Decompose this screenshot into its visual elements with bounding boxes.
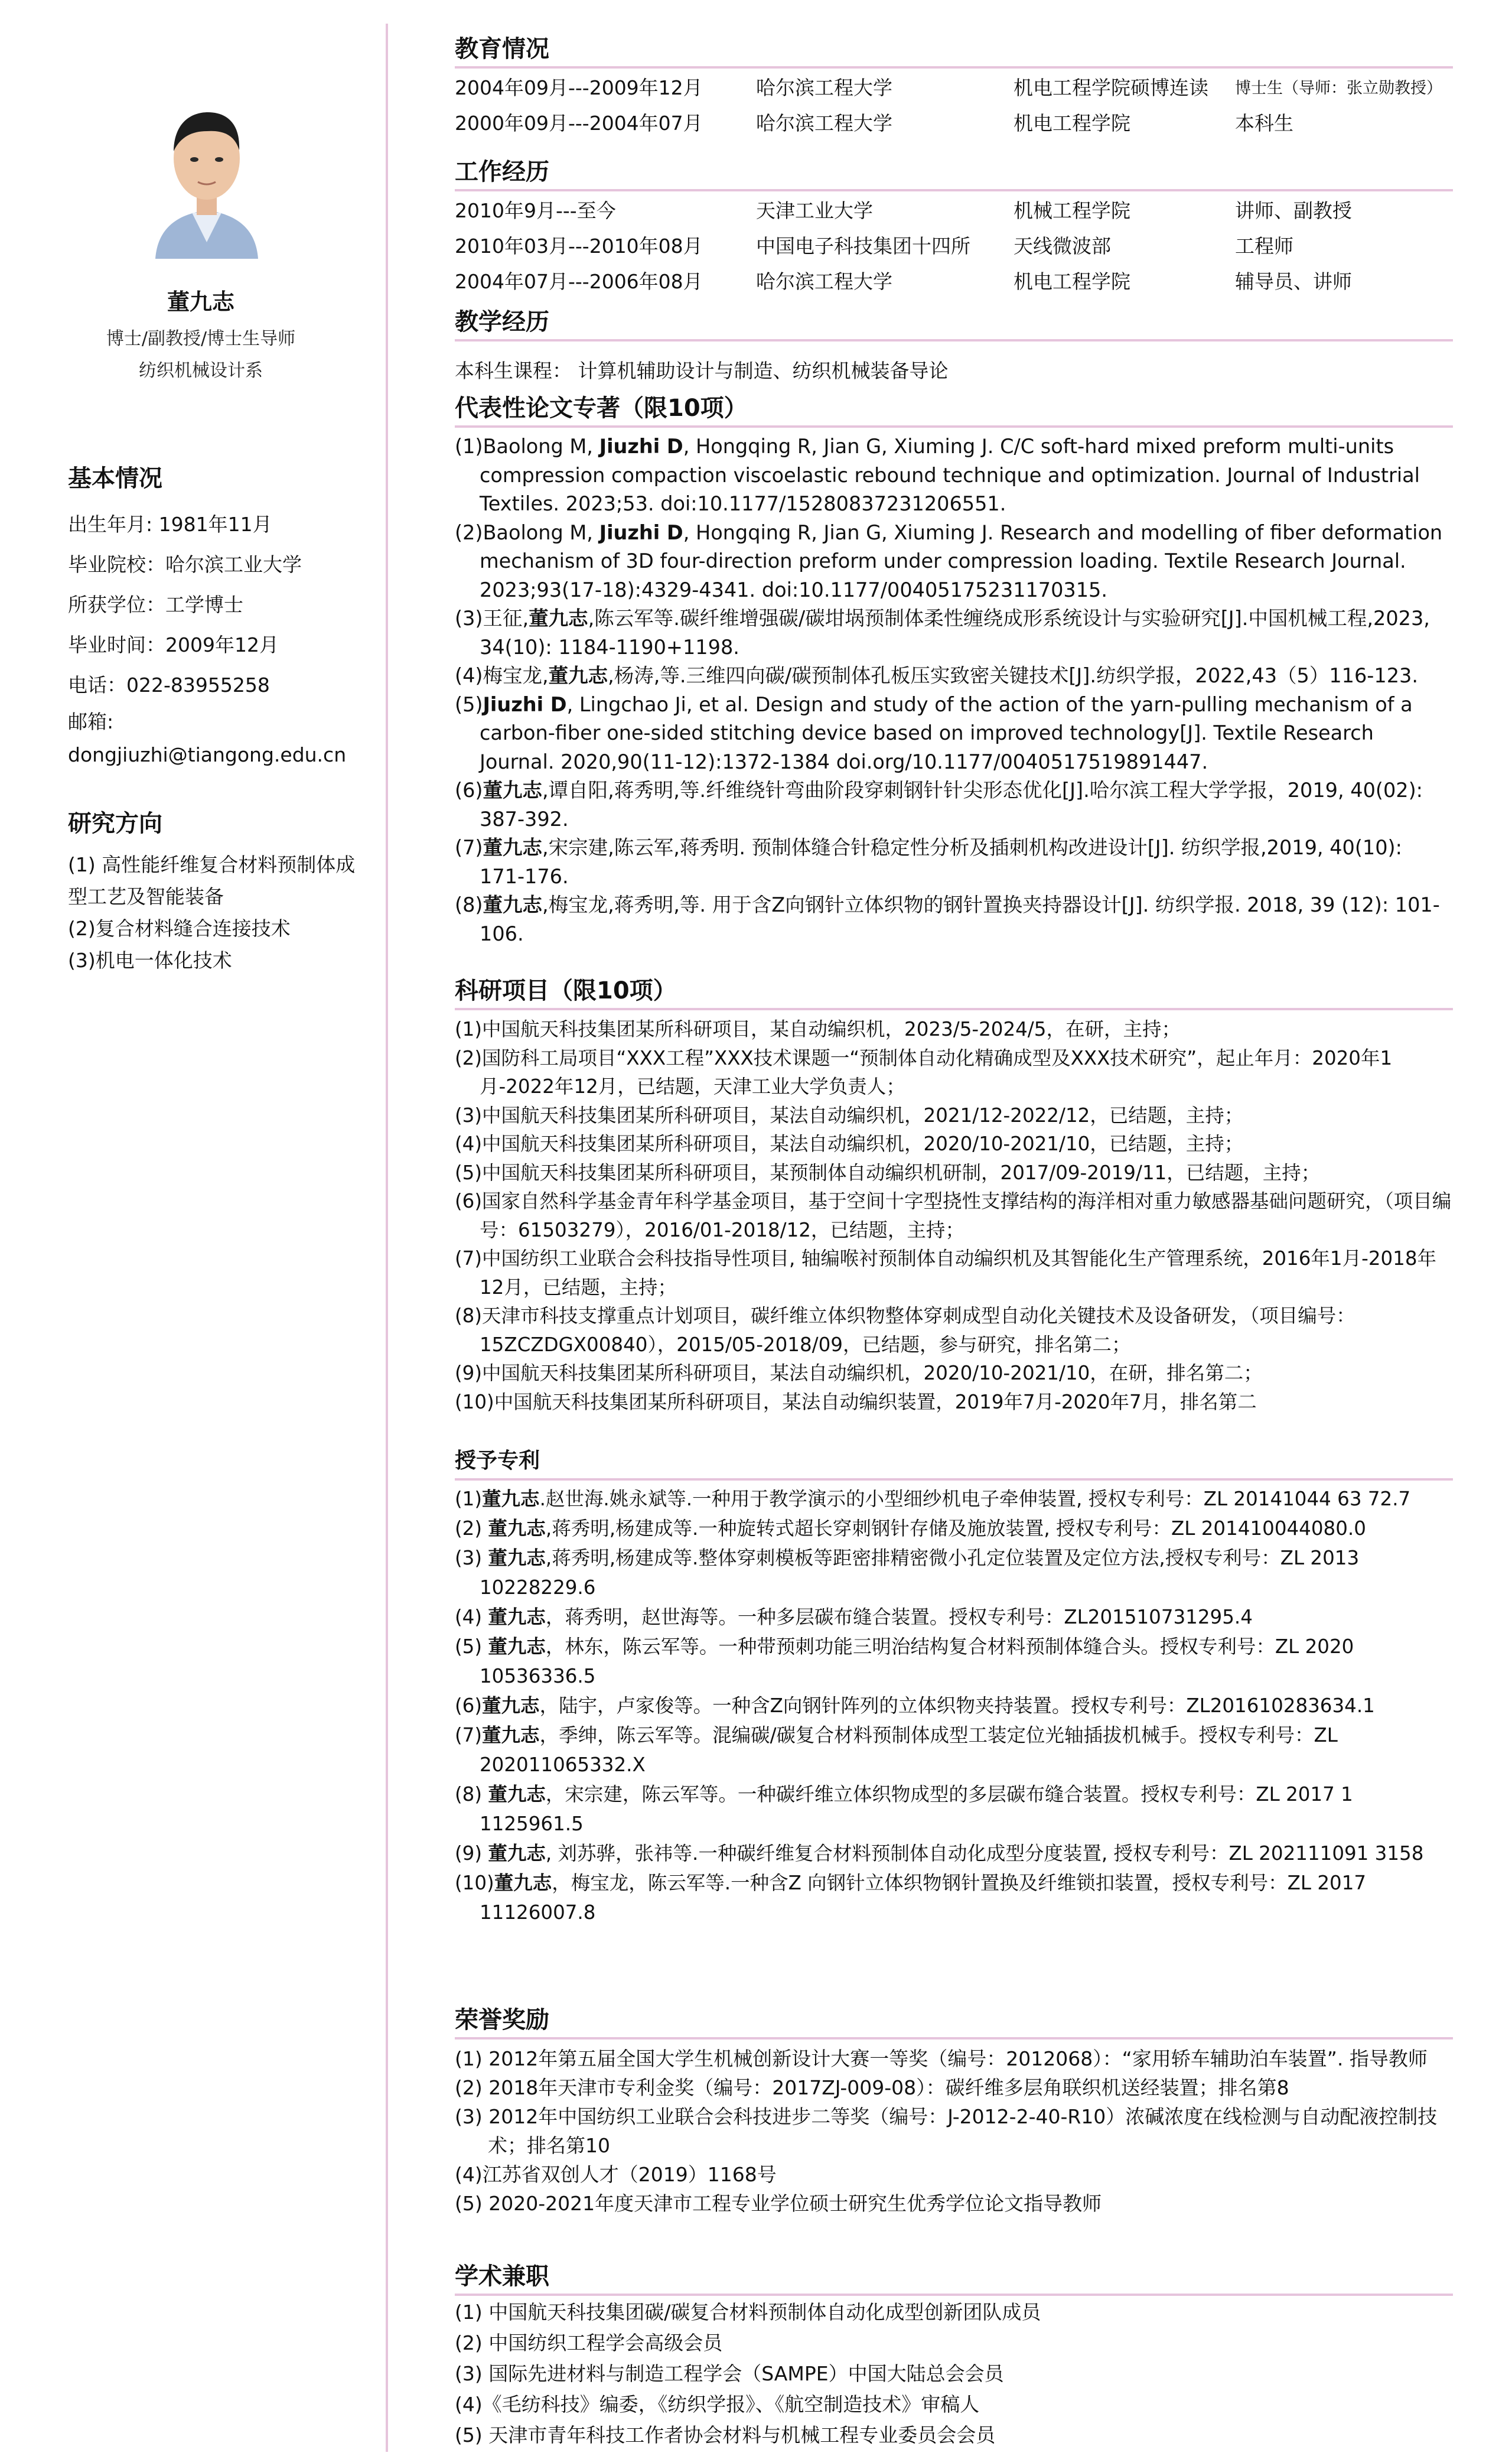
paper-text: (1)Baolong M, bbox=[455, 435, 599, 458]
author-highlight: Jiuzhi D bbox=[483, 692, 567, 716]
paper-text: ,宋宗建,陈云军,蒋秀明. 预制体缝合针稳定性分析及插刺机构改进设计[J]. 纺织学报,2019, 40(10): 171-176. bbox=[480, 836, 1402, 888]
section-rule bbox=[455, 2037, 1453, 2039]
education-table bbox=[455, 69, 1442, 139]
education-section bbox=[455, 33, 1453, 139]
patent-text: , 刘苏骅，张祎等.一种碳纤维复合材料预制体自动化成型分度装置, 授权专利号：ZL 202111091 3158 bbox=[545, 1842, 1424, 1865]
work-period: 2010年03月---2010年08月 bbox=[455, 234, 703, 258]
author-highlight: 董九志 bbox=[529, 607, 588, 630]
author-highlight: 董九志 bbox=[488, 1635, 546, 1658]
patent-text: (2) bbox=[455, 1517, 488, 1540]
work-position: 辅导员、讲师 bbox=[1235, 269, 1352, 293]
edu-school: 哈尔滨工程大学 bbox=[756, 76, 892, 99]
work-table bbox=[455, 191, 1352, 298]
list-item bbox=[455, 1543, 1453, 1602]
list-item: (7)中国纺织工业联合会科技指导性项目, 轴编喉衬预制体自动编织机及其智能化生产管理系统，2016年1月-2018年12月，已结题，主持； bbox=[455, 1247, 1437, 1299]
basic-info-email-label: 邮箱: bbox=[68, 710, 114, 733]
patent-text: ，宋宗建，陈云军等。一种碳纤维立体织物成型的多层碳布缝合装置。授权专利号：ZL 2017 1 1125961.5 bbox=[480, 1783, 1353, 1835]
teaching-section bbox=[455, 306, 1453, 385]
author-highlight: 董九志 bbox=[482, 1724, 540, 1746]
patents-heading: 授予专利 bbox=[455, 1449, 540, 1473]
teaching-courses: 本科生课程： 计算机辅助设计与制造、纺织机械装备导论 bbox=[455, 359, 949, 382]
work-employer: 哈尔滨工程大学 bbox=[756, 269, 892, 293]
patent-text: (10) bbox=[455, 1872, 494, 1894]
work-section bbox=[455, 156, 1453, 298]
paper-text: (2)Baolong M, bbox=[455, 521, 599, 544]
list-item: (10)中国航天科技集团某所科研项目，某法自动编织装置，2019年7月-2020年7月，排名第二 bbox=[455, 1390, 1257, 1413]
patent-text: (7) bbox=[455, 1724, 483, 1746]
author-highlight: 董九志 bbox=[488, 1606, 546, 1628]
positions-section bbox=[455, 2260, 1453, 2451]
list-item bbox=[455, 1839, 1453, 1868]
list-item: (2) 2018年天津市专利金奖（编号：2017ZJ-009-08）：碳纤维多层角联织机送经装置；排名第8 bbox=[455, 2076, 1289, 2099]
work-department: 天线微波部 bbox=[1014, 234, 1111, 258]
work-position: 讲师、副教授 bbox=[1235, 199, 1352, 222]
patent-text: (3) bbox=[455, 1547, 488, 1569]
basic-info-birth: 出生年月: 1981年11月 bbox=[68, 513, 272, 536]
author-highlight: 董九志 bbox=[482, 1488, 540, 1510]
column-divider bbox=[386, 24, 388, 2452]
list-item bbox=[455, 604, 1453, 662]
list-item bbox=[455, 1484, 1453, 1514]
paper-text: (6) bbox=[455, 779, 483, 802]
author-highlight: 董九志 bbox=[488, 1783, 546, 1806]
list-item: (4)江苏省双创人才（2019）1168号 bbox=[455, 2163, 777, 2186]
sidebar bbox=[0, 0, 384, 2456]
paper-text: (7) bbox=[455, 836, 483, 859]
research-item-2: (2)复合材料缝合连接技术 bbox=[68, 917, 291, 940]
research-heading: 研究方向 bbox=[68, 810, 162, 837]
positions-list bbox=[455, 2297, 1453, 2451]
basic-info-heading: 基本情况 bbox=[68, 465, 162, 492]
patent-text: (8) bbox=[455, 1783, 488, 1806]
person-department: 纺织机械设计系 bbox=[139, 360, 263, 381]
list-item: (5) 天津市青年科技工作者协会材料与机械工程专业委员会会员 bbox=[455, 2424, 996, 2447]
edu-period: 2000年09月---2004年07月 bbox=[455, 111, 703, 135]
table-row bbox=[455, 69, 1442, 104]
list-item: (3) 国际先进材料与制造工程学会（SAMPE）中国大陆总会会员 bbox=[455, 2362, 1004, 2385]
list-item bbox=[455, 891, 1453, 948]
table-row bbox=[455, 227, 1352, 262]
paper-text: , Hongqing R, Jian G, Xiuming J. C/C soft-hard mixed preform multi-units compression compaction viscoelastic rebound technique and optimization. Journal of Industrial Textiles. 2023;53. doi:10.1177/15280837231206551. bbox=[480, 435, 1420, 515]
work-period: 2004年07月---2006年08月 bbox=[455, 269, 703, 293]
author-highlight: 董九志 bbox=[482, 1694, 540, 1717]
list-item bbox=[455, 1720, 1453, 1780]
list-item bbox=[455, 776, 1453, 834]
section-rule bbox=[455, 339, 1453, 341]
papers-section bbox=[455, 392, 1453, 948]
table-row bbox=[455, 104, 1442, 139]
patent-text: ，季绅，陈云军等。混编碳/碳复合材料预制体成型工装定位光轴插拔机械手。授权专利号：ZL 202011065332.X bbox=[480, 1724, 1338, 1776]
work-position: 工程师 bbox=[1235, 234, 1293, 258]
list-item bbox=[455, 1632, 1453, 1691]
list-item bbox=[455, 519, 1453, 605]
profile-photo bbox=[145, 87, 269, 259]
table-row bbox=[455, 262, 1352, 298]
patent-text: ，蒋秀明，赵世海等。一种多层碳布缝合装置。授权专利号：ZL201510731295.4 bbox=[545, 1606, 1253, 1628]
section-rule bbox=[455, 1008, 1453, 1010]
author-highlight: 董九志 bbox=[488, 1547, 546, 1569]
list-item: (2)国防科工局项目“XXX工程”XXX技术课题一“预制体自动化精确成型及XXX技术研究”，起止年月：2020年1月-2022年12月，已结题，天津工业大学负责人； bbox=[455, 1046, 1393, 1098]
patent-text: ,蒋秀明,杨建成等.一种旋转式超长穿刺钢针存储及施放装置, 授权专利号：ZL 201410044080.0 bbox=[545, 1517, 1366, 1540]
paper-text: (4)梅宝龙, bbox=[455, 664, 549, 687]
positions-heading: 学术兼职 bbox=[455, 2263, 549, 2290]
paper-text: (8) bbox=[455, 893, 483, 916]
projects-heading: 科研项目（限10项） bbox=[455, 977, 677, 1004]
awards-list bbox=[455, 2044, 1453, 2218]
research-item-3: (3)机电一体化技术 bbox=[68, 949, 232, 972]
paper-text: ,杨涛,等.三维四向碳/碳预制体孔板压实致密关键技术[J].纺织学报，2022,43（5）116-123. bbox=[608, 664, 1418, 687]
projects-section bbox=[455, 975, 1453, 1416]
patents-list bbox=[455, 1484, 1453, 1927]
paper-text: , Hongqing R, Jian G, Xiuming J. Research and modelling of fiber deformation mechanism of 3D four-direction preform under compression loading. Textile Research Journal. 2023;93(17-18):4329-4341. doi:10.1177/00405175231170315. bbox=[480, 521, 1443, 601]
awards-heading: 荣誉奖励 bbox=[455, 2006, 549, 2034]
basic-info-email[interactable]: dongjiuzhi@tiangong.edu.cn bbox=[68, 743, 347, 766]
patent-text: (9) bbox=[455, 1842, 488, 1865]
list-item bbox=[455, 662, 1453, 691]
work-period: 2010年9月---至今 bbox=[455, 199, 616, 222]
teaching-heading: 教学经历 bbox=[455, 308, 549, 336]
edu-period: 2004年09月---2009年12月 bbox=[455, 76, 703, 99]
work-employer: 中国电子科技集团十四所 bbox=[756, 234, 970, 258]
person-name: 董九志 bbox=[167, 289, 234, 315]
section-rule bbox=[455, 2294, 1453, 2296]
edu-degree: 博士生（导师：张立勋教授） bbox=[1235, 79, 1442, 97]
patent-text: (1) bbox=[455, 1488, 483, 1510]
patent-text: (4) bbox=[455, 1606, 488, 1628]
paper-text: ,谭自阳,蒋秀明,等.纤维绕针弯曲阶段穿刺钢针针尖形态优化[J].哈尔滨工程大学学报，2019, 40(02): 387-392. bbox=[480, 779, 1423, 831]
list-item: (6)国家自然科学基金青年科学基金项目，基于空间十字型挠性支撑结构的海洋相对重力敏感器基础问题研究，（项目编号：61503279），2016/01-2018/12，已结题，主持； bbox=[455, 1190, 1452, 1241]
section-rule bbox=[455, 1478, 1453, 1481]
list-item bbox=[455, 1514, 1453, 1543]
list-item bbox=[455, 834, 1453, 891]
basic-info-school: 毕业院校：哈尔滨工业大学 bbox=[68, 553, 302, 576]
list-item: (3)中国航天科技集团某所科研项目，某法自动编织机，2021/12-2022/12，已结题，主持； bbox=[455, 1104, 1244, 1127]
patent-text: .赵世海.姚永斌等.一种用于教学演示的小型细纱机电子牵伸装置, 授权专利号：ZL 20141044 63 72.7 bbox=[539, 1488, 1411, 1510]
papers-list bbox=[455, 432, 1453, 948]
patent-text: (5) bbox=[455, 1635, 488, 1658]
edu-college: 机电工程学院硕博连读 bbox=[1014, 76, 1208, 99]
research-item-1: (1) 高性能纤维复合材料预制体成 bbox=[68, 853, 356, 876]
research-item-1-cont: 型工艺及智能装备 bbox=[68, 885, 224, 908]
author-highlight: 董九志 bbox=[483, 779, 542, 802]
edu-college: 机电工程学院 bbox=[1014, 111, 1130, 135]
list-item bbox=[455, 432, 1453, 519]
projects-list bbox=[455, 1015, 1453, 1416]
edu-school: 哈尔滨工程大学 bbox=[756, 111, 892, 135]
education-heading: 教育情况 bbox=[455, 35, 549, 63]
edu-degree: 本科生 bbox=[1235, 111, 1293, 135]
list-item: (4)《毛纺科技》编委，《纺织学报》、《航空制造技术》审稿人 bbox=[455, 2393, 980, 2416]
author-highlight: Jiuzhi D bbox=[599, 435, 683, 458]
list-item: (1) 2012年第五届全国大学生机械创新设计大赛一等奖（编号：2012068）：“家用轿车辅助泊车装置”. 指导教师 bbox=[455, 2047, 1428, 2070]
table-row bbox=[455, 191, 1352, 227]
list-item: (8)天津市科技支撑重点计划项目，碳纤维立体织物整体穿刺成型自动化关键技术及设备研发，（项目编号：15ZCZDGX00840），2015/05-2018/09，已结题，参与研究，排名第二； bbox=[455, 1305, 1355, 1356]
work-department: 机电工程学院 bbox=[1014, 269, 1130, 293]
author-highlight: 董九志 bbox=[483, 836, 542, 859]
section-rule bbox=[455, 425, 1453, 428]
list-item: (1) 中国航天科技集团碳/碳复合材料预制体自动化成型创新团队成员 bbox=[455, 2301, 1041, 2324]
list-item: (2) 中国纺织工程学会高级会员 bbox=[455, 2331, 723, 2354]
list-item: (4)中国航天科技集团某所科研项目，某法自动编织机，2020/10-2021/10，已结题，主持； bbox=[455, 1133, 1244, 1155]
patent-text: ，陆宇，卢家俊等。一种含Z向钢针阵列的立体织物夹持装置。授权专利号：ZL201610283634.1 bbox=[539, 1694, 1375, 1717]
paper-text: ,陈云军等.碳纤维增强碳/碳坩埚预制体柔性缠绕成形系统设计与实验研究[J].中国机械工程,2023, 34(10): 1184-1190+1198. bbox=[480, 607, 1430, 659]
work-heading: 工作经历 bbox=[455, 158, 549, 186]
patent-text: (6) bbox=[455, 1694, 483, 1717]
list-item bbox=[455, 1780, 1453, 1839]
list-item: (1)中国航天科技集团某所科研项目，某自动编织机，2023/5-2024/5，在研，主持； bbox=[455, 1018, 1181, 1040]
patent-text: ，梅宝龙，陈云军等.一种含Z 向钢针立体织物钢针置换及纤维锁扣装置，授权专利号：ZL 2017 11126007.8 bbox=[480, 1872, 1367, 1924]
author-highlight: 董九志 bbox=[488, 1842, 546, 1865]
author-highlight: 董九志 bbox=[548, 664, 608, 687]
list-item: (5) 2020-2021年度天津市工程专业学位硕士研究生优秀学位论文指导教师 bbox=[455, 2192, 1102, 2215]
list-item bbox=[455, 1691, 1453, 1720]
basic-info-degree: 所获学位：工学博士 bbox=[68, 593, 243, 616]
author-highlight: 董九志 bbox=[483, 893, 542, 916]
list-item bbox=[455, 1868, 1453, 1927]
patents-section bbox=[455, 1445, 1453, 1927]
author-highlight: Jiuzhi D bbox=[599, 521, 683, 544]
paper-text: (5) bbox=[455, 692, 483, 716]
paper-text: , Lingchao Ji, et al. Design and study of the action of the yarn-pulling mechanism of a carbon-fiber one-sided stitching device based on improved technology[J]. Textile Research Journal. 2020,90(11-12):1372-1384 doi.org/10.1177/0040517519891447. bbox=[480, 692, 1413, 773]
list-item: (5)中国航天科技集团某所科研项目，某预制体自动编织机研制，2017/09-2019/11，已结题，主持； bbox=[455, 1161, 1321, 1184]
basic-info-graduation: 毕业时间：2009年12月 bbox=[68, 633, 279, 656]
basic-info-phone: 电话：022-83955258 bbox=[68, 674, 270, 697]
work-department: 机械工程学院 bbox=[1014, 199, 1130, 222]
author-highlight: 董九志 bbox=[488, 1517, 546, 1540]
work-employer: 天津工业大学 bbox=[756, 199, 873, 222]
paper-text: (3)王征, bbox=[455, 607, 529, 630]
patent-text: ，林东，陈云军等。一种带预刺功能三明治结构复合材料预制体缝合头。授权专利号：ZL 2020 10536336.5 bbox=[480, 1635, 1354, 1687]
list-item: (9)中国航天科技集团某所科研项目，某法自动编织机，2020/10-2021/10，在研，排名第二； bbox=[455, 1362, 1263, 1384]
papers-heading: 代表性论文专著（限10项） bbox=[455, 395, 748, 422]
awards-section bbox=[455, 2004, 1453, 2218]
list-item bbox=[455, 1602, 1453, 1632]
patent-text: ,蒋秀明,杨建成等.整体穿刺模板等距密排精密微小孔定位装置及定位方法,授权专利号：ZL 2013 10228229.6 bbox=[480, 1547, 1360, 1599]
list-item bbox=[455, 691, 1453, 777]
list-item: (3) 2012年中国纺织工业联合会科技进步二等奖（编号：J-2012-2-40-R10）浓碱浓度在线检测与自动配液控制技术；排名第10 bbox=[455, 2105, 1438, 2157]
paper-text: ,梅宝龙,蒋秀明,等. 用于含Z向钢针立体织物的钢针置换夹持器设计[J]. 纺织学报. 2018, 39 (12): 101-106. bbox=[480, 893, 1440, 945]
author-highlight: 董九志 bbox=[494, 1872, 552, 1894]
person-title: 博士/副教授/博士生导师 bbox=[106, 328, 296, 349]
